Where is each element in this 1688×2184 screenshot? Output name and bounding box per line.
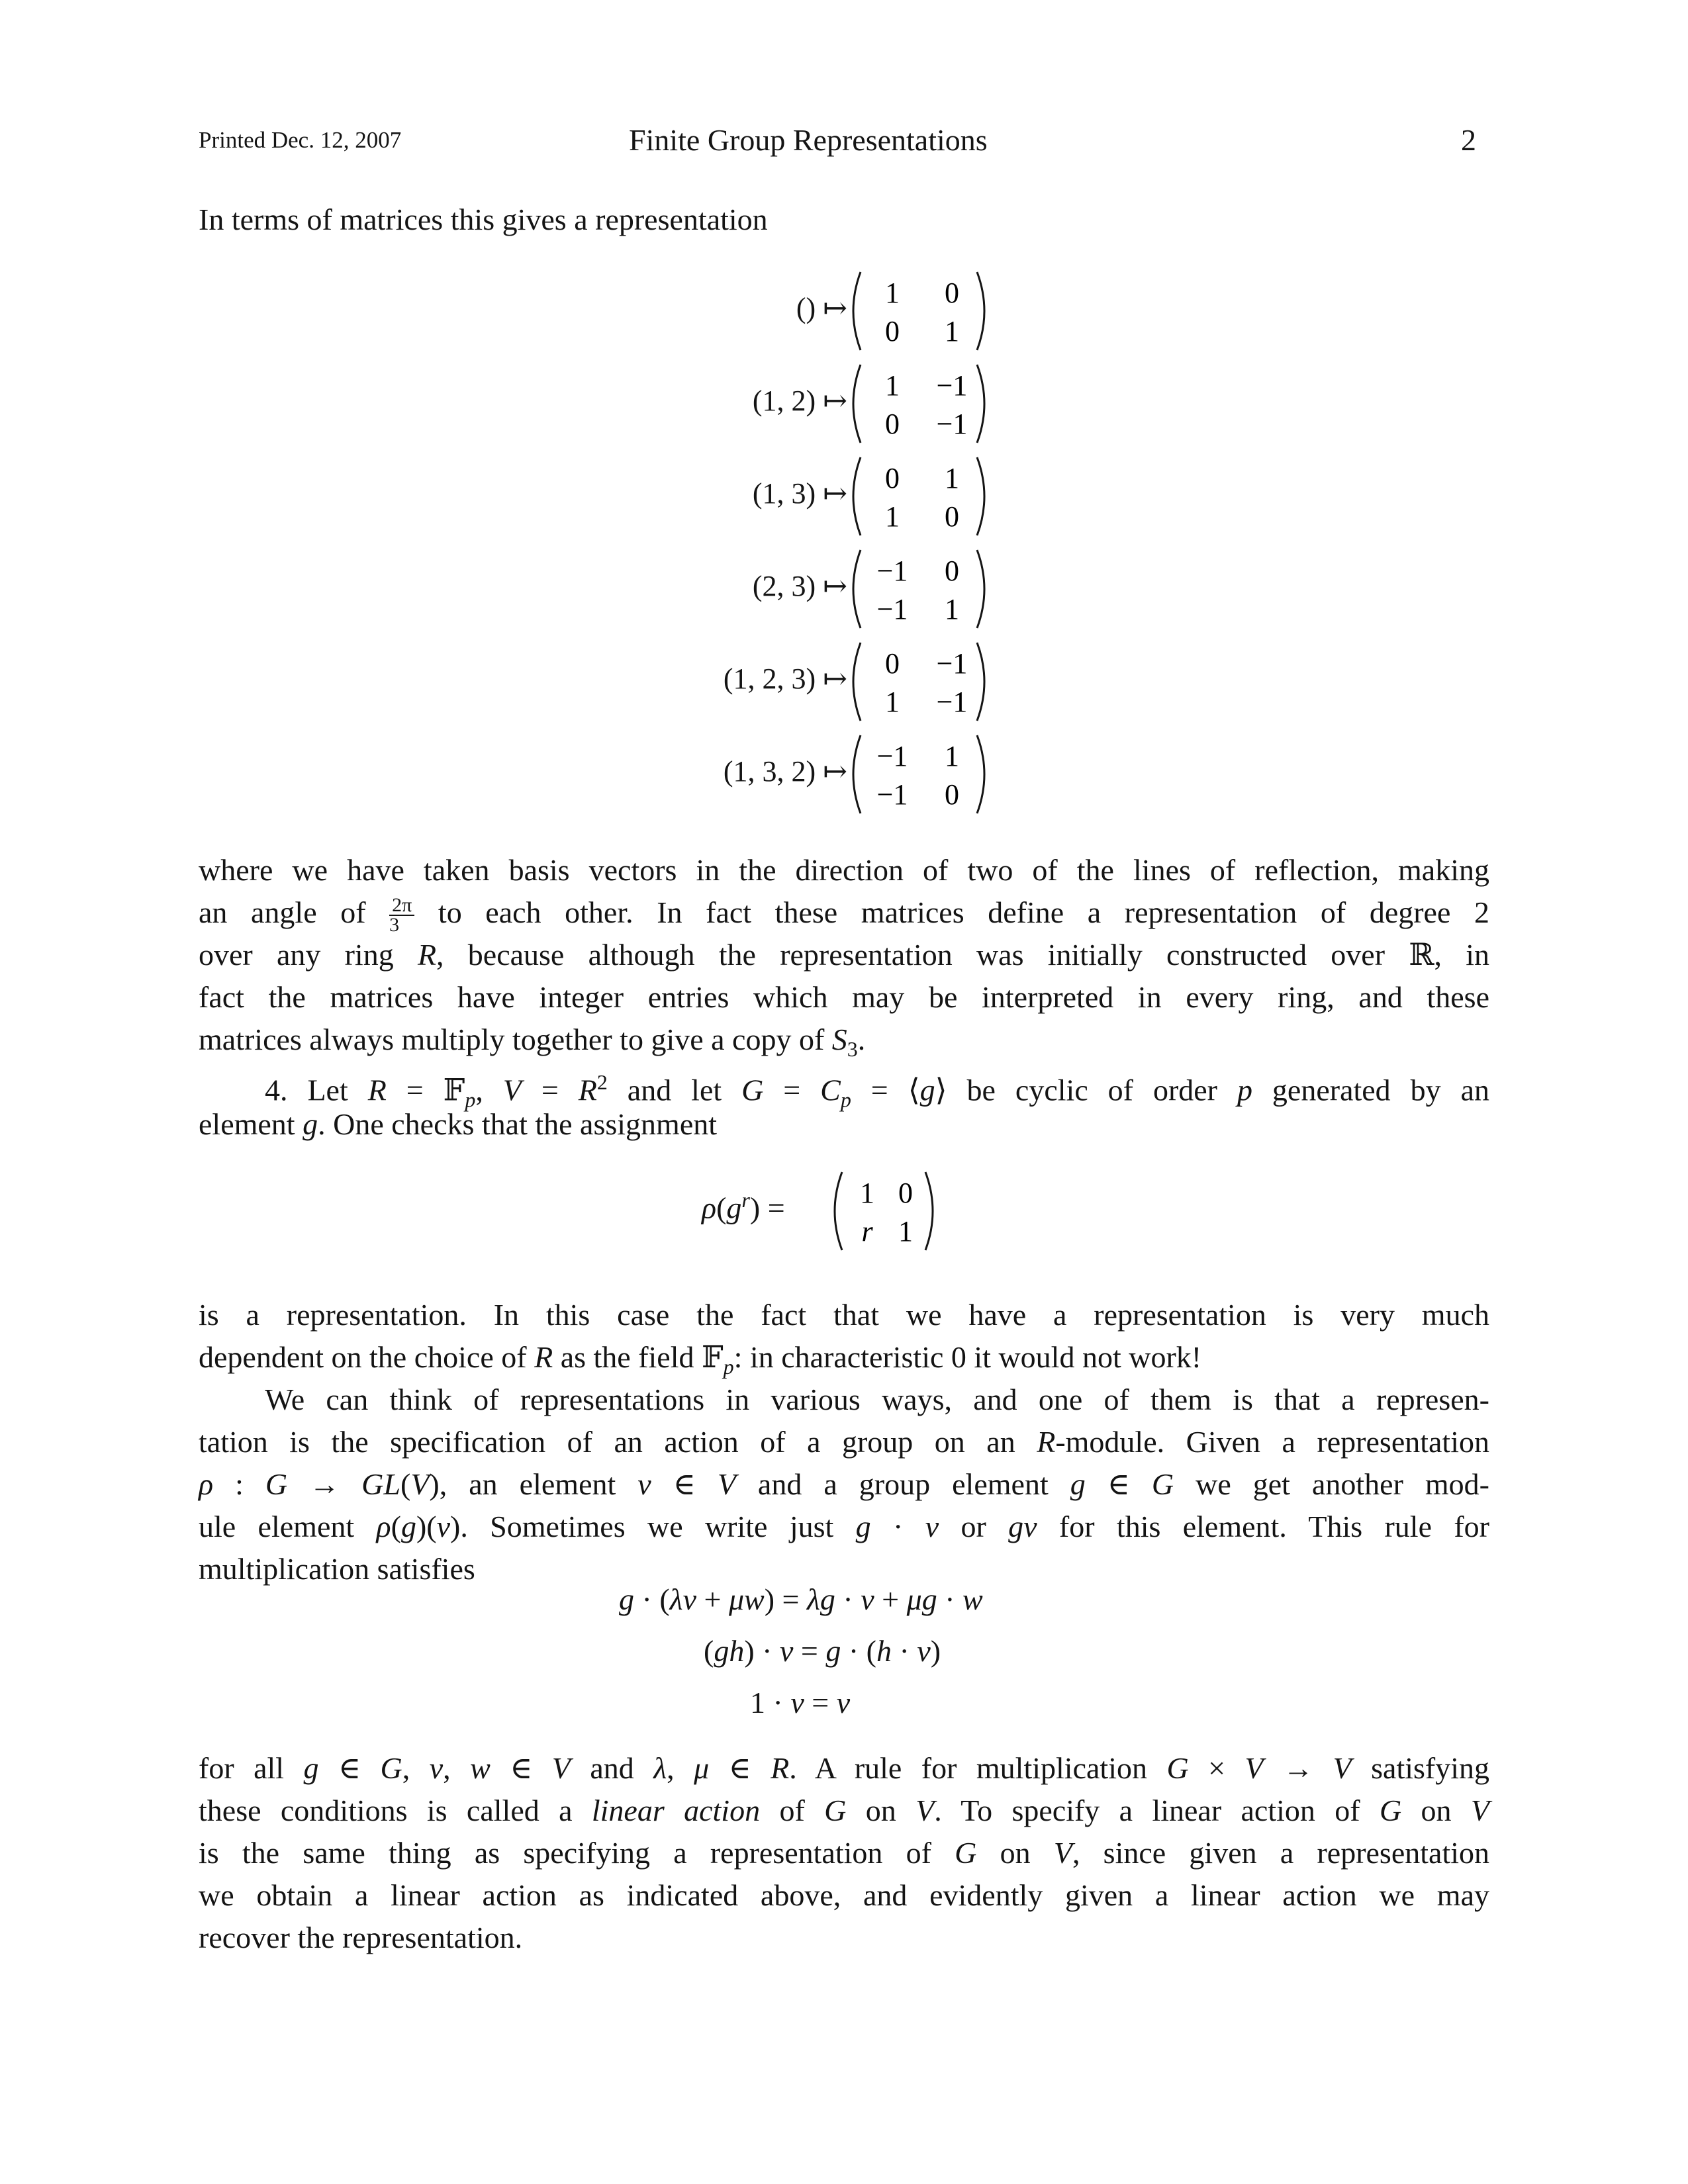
matrix-entry: −1 <box>876 593 908 625</box>
matrix-entry: 0 <box>885 647 900 680</box>
matrix-row <box>0 271 1688 351</box>
text-line: fact the matrices have integer entries which may be interpreted in every ring, and these <box>199 980 1489 1014</box>
right-bracket <box>977 272 984 350</box>
intro-paragraph <box>199 199 1489 241</box>
equation-linearity: g · (λv + μw) = λg · v + μg · w <box>619 1582 983 1616</box>
matrix-entry: 0 <box>945 277 959 309</box>
equation-identity: 1 · v = v <box>750 1686 851 1719</box>
matrix-entry: 1 <box>945 740 959 772</box>
permutation-label: (1, 3) ↦ <box>752 477 847 510</box>
matrix <box>846 268 992 354</box>
intro-line: In terms of matrices this gives a representation <box>199 203 768 236</box>
paragraph-basis <box>199 849 1489 1061</box>
running-title: Finite Group Representations <box>629 123 988 157</box>
matrix <box>846 639 992 725</box>
rho-label: $\rho(g^r)$ = <box>702 1188 785 1225</box>
text-line: for all g ∈ G, v, w ∈ V and λ, μ ∈ R. A rule for multiplication G × V → V satisfying <box>199 1751 1490 1785</box>
rho-cell-11: 1 <box>860 1177 874 1209</box>
matrix <box>846 453 992 539</box>
right-bracket <box>977 550 984 628</box>
matrix <box>846 731 992 817</box>
text-line: matrices always multiply together to give a copy of $S_3$. <box>199 1023 866 1062</box>
matrix-row <box>0 364 1688 443</box>
text-line: is a representation. In this case the fact that we have a representation is very much <box>199 1298 1489 1332</box>
text-line: We can think of representations in various ways, and one of them is that a represen- <box>265 1383 1489 1416</box>
permutation-label: (1, 2, 3) ↦ <box>723 662 847 695</box>
paragraph-representation <box>199 1294 1489 1379</box>
matrix-row <box>0 549 1688 629</box>
permutation-label: (2, 3) ↦ <box>752 570 847 602</box>
rho-cell-21: r <box>861 1215 873 1248</box>
matrix-entry: −1 <box>876 555 908 587</box>
text-line: multiplication satisfies <box>199 1552 475 1586</box>
permutation-label: () ↦ <box>796 292 847 324</box>
rho-cell-12: 0 <box>898 1177 913 1209</box>
matrix-entry: 1 <box>885 686 900 718</box>
matrix-entry: 1 <box>885 500 900 533</box>
matrix-entry: 0 <box>945 500 959 533</box>
matrix-entry: 0 <box>885 462 900 494</box>
page-number: 2 <box>1461 123 1476 157</box>
matrix-entry: −1 <box>936 369 968 402</box>
paragraph-definition <box>199 1747 1489 1959</box>
matrix-entry: 1 <box>945 593 959 625</box>
rho-cell-22: 1 <box>898 1215 913 1248</box>
text-line: where we have taken basis vectors in the direction of two of the lines of reflection, making <box>199 853 1489 887</box>
left-bracket <box>853 550 861 628</box>
matrix-entry: 0 <box>945 555 959 587</box>
text-line: 4. Let R = 𝔽$_p$, $V = R^2$ and let $G = C_p$ = ⟨g⟩ be cyclic of order p generated by an <box>265 1070 1490 1112</box>
text-line: we obtain a linear action as indicated above, and evidently given a linear action we may <box>199 1878 1489 1912</box>
text-line: element g. One checks that the assignment <box>199 1107 718 1141</box>
matrix-row <box>0 457 1688 536</box>
matrix <box>846 361 992 447</box>
text-line: an angle of $\frac{2\pi}{3}$ to each other. In fact these matrices define a representation of degree 2 <box>199 894 1489 936</box>
text-line: tation is the specification of an action of a group on an R-module. Given a representation <box>199 1425 1489 1459</box>
matrix-entry: 0 <box>945 778 959 811</box>
matrix-entry: −1 <box>936 408 968 440</box>
right-bracket <box>977 365 984 443</box>
left-bracket <box>853 457 861 535</box>
matrix-entry: −1 <box>936 686 968 718</box>
permutation-label: (1, 2) ↦ <box>752 385 847 417</box>
matrix-entry: −1 <box>936 647 968 680</box>
left-bracket <box>853 272 861 350</box>
left-bracket <box>853 735 861 813</box>
matrix <box>846 546 992 632</box>
paragraph-example-4 <box>199 1061 1489 1146</box>
matrix-entry: 1 <box>945 315 959 347</box>
matrix-entry: −1 <box>876 740 908 772</box>
matrix-entry: 1 <box>945 462 959 494</box>
permutation-label: (1, 3, 2) ↦ <box>723 755 847 788</box>
rho-matrix <box>827 1168 940 1254</box>
text-line: ρ : G → GL(V), an element v ∈ V and a group element g ∈ G we get another mod- <box>199 1467 1490 1501</box>
text-line: recover the representation. <box>199 1921 523 1954</box>
left-bracket <box>853 643 861 721</box>
text-line: over any ring R, because although the representation was initially constructed over ℝ, in <box>199 938 1489 972</box>
right-bracket <box>977 643 984 721</box>
matrix-row <box>0 735 1688 814</box>
text-line: these conditions is called a linear action of G on V. To specify a linear action of G on V <box>199 1794 1490 1827</box>
matrix-entry: 1 <box>885 369 900 402</box>
left-bracket <box>853 365 861 443</box>
right-bracket <box>977 735 984 813</box>
right-bracket <box>977 457 984 535</box>
text-line: is the same thing as specifying a representation of G on V, since given a representation <box>199 1836 1490 1870</box>
text-line: dependent on the choice of R as the field 𝔽$_p$: in characteristic 0 it would not work! <box>199 1340 1202 1379</box>
matrix-row <box>0 642 1688 721</box>
fraction-2pi-3: $\frac{2\pi}{3}$ <box>389 896 414 934</box>
text-line: ule element ρ(g)(v). Sometimes we write just g · v or gv for this element. This rule for <box>199 1510 1489 1543</box>
matrix-entry: 1 <box>885 277 900 309</box>
print-date: Printed Dec. 12, 2007 <box>199 127 402 153</box>
equation-associativity: (gh) · v = g · (h · v) <box>704 1634 941 1668</box>
matrix-entry: 0 <box>885 315 900 347</box>
matrix-entry: −1 <box>876 778 908 811</box>
paragraph-linear-action <box>199 1379 1489 1590</box>
matrix-entry: 0 <box>885 408 900 440</box>
